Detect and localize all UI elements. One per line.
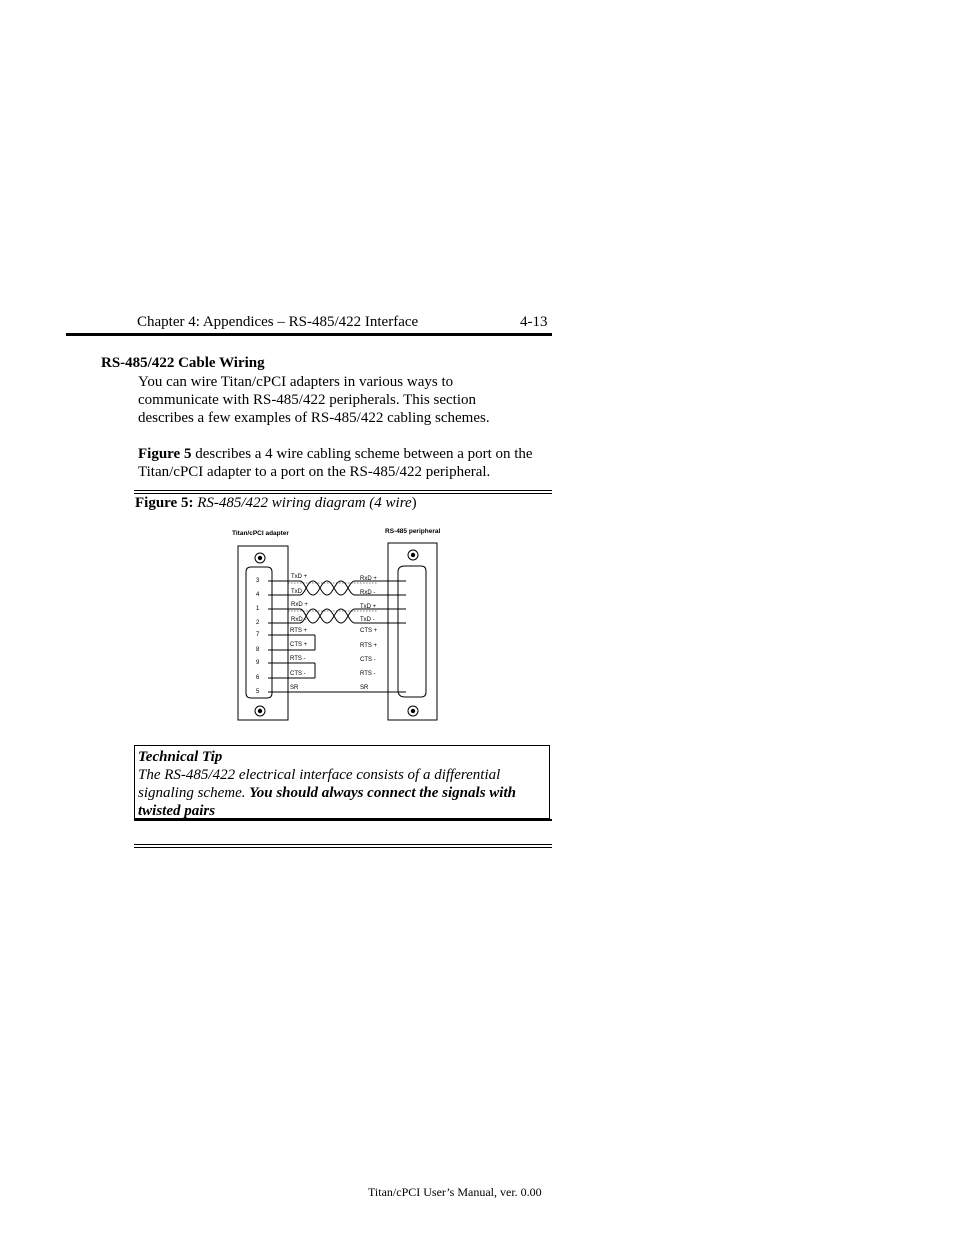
page-number: 4-13 <box>520 314 548 330</box>
pin-number: 9 <box>256 660 260 666</box>
pin-number: 5 <box>256 689 260 695</box>
left-signal-label: RxD - <box>291 617 307 623</box>
pin-number: 2 <box>256 620 260 626</box>
right-signal-label: CTS + <box>360 628 378 634</box>
pin-number: 6 <box>256 675 260 681</box>
section-title: RS-485/422 Cable Wiring <box>101 355 265 371</box>
figure-ref: Figure 5 <box>138 446 192 462</box>
left-signal-label: TxD - <box>291 589 306 595</box>
right-connector-title: RS-485 peripheral <box>385 528 441 535</box>
technical-tip-title: Technical Tip <box>138 749 223 765</box>
right-signal-label: TxD + <box>360 604 377 610</box>
left-screw-icon <box>255 706 265 716</box>
section-end-rule-bottom <box>134 847 552 848</box>
pin-number: 8 <box>256 647 260 653</box>
right-signal-label: SR <box>360 685 369 691</box>
twisted-pair-rxd <box>268 609 406 623</box>
left-signal-label: RTS - <box>290 656 306 662</box>
pin-number: 7 <box>256 632 260 638</box>
right-connector-frame <box>388 543 437 720</box>
chapter-header: Chapter 4: Appendices – RS-485/422 Interface <box>137 314 419 330</box>
left-signal-label: SR <box>290 685 299 691</box>
right-signal-label: TxD - <box>360 617 375 623</box>
left-signal-label: RxD + <box>291 602 308 608</box>
right-screw-icon <box>408 706 418 716</box>
twisted-pair-txd <box>268 581 406 595</box>
page-footer: Titan/cPCI User’s Manual, ver. 0.00 <box>368 1185 542 1199</box>
technical-tip-line-1: The RS-485/422 electrical interface consists of a differential <box>138 767 501 783</box>
para2-line-1: describes a 4 wire cabling scheme between a port on the <box>191 446 533 462</box>
para2-line-2: Titan/cPCI adapter to a port on the RS-485/422 peripheral. <box>138 464 491 480</box>
right-signal-label: RTS + <box>360 643 378 649</box>
technical-tip-line-2: signaling scheme. <box>138 785 250 801</box>
technical-tip-emphasis-end: twisted pairs <box>138 803 216 819</box>
right-signal-label: RxD + <box>360 576 377 582</box>
left-signal-label: CTS + <box>290 642 308 648</box>
technical-tip-emphasis: You should always connect the signals with <box>249 785 516 801</box>
figure-label: Figure 5: <box>135 495 194 511</box>
pin-number: 4 <box>256 592 260 598</box>
technical-tip-bottom-rule <box>134 819 552 821</box>
intro-line-2: communicate with RS-485/422 peripherals. This section <box>138 392 476 408</box>
figure-caption-close: ) <box>411 495 417 511</box>
right-screw-icon <box>408 550 418 560</box>
left-screw-icon <box>255 553 265 563</box>
intro-line-3: describes a few examples of RS-485/422 cabling schemes. <box>138 410 490 426</box>
pin-number: 3 <box>256 578 260 584</box>
right-signal-label: RxD - <box>360 590 376 596</box>
right-signal-label: RTS - <box>360 671 376 677</box>
intro-line-1: You can wire Titan/cPCI adapters in various ways to <box>138 374 454 390</box>
left-signal-label: RTS + <box>290 628 308 634</box>
left-signal-label: CTS - <box>290 671 306 677</box>
left-connector-title: Titan/cPCI adapter <box>232 530 289 537</box>
technical-tip-box <box>134 745 550 819</box>
section-end-rule-top <box>134 844 552 845</box>
figure-caption-text: RS-485/422 wiring diagram (4 wire <box>197 495 412 511</box>
right-connector-shell <box>398 566 426 697</box>
pin-number: 1 <box>256 606 260 612</box>
right-signal-label: CTS - <box>360 657 376 663</box>
left-signal-label: TxD + <box>291 574 308 580</box>
